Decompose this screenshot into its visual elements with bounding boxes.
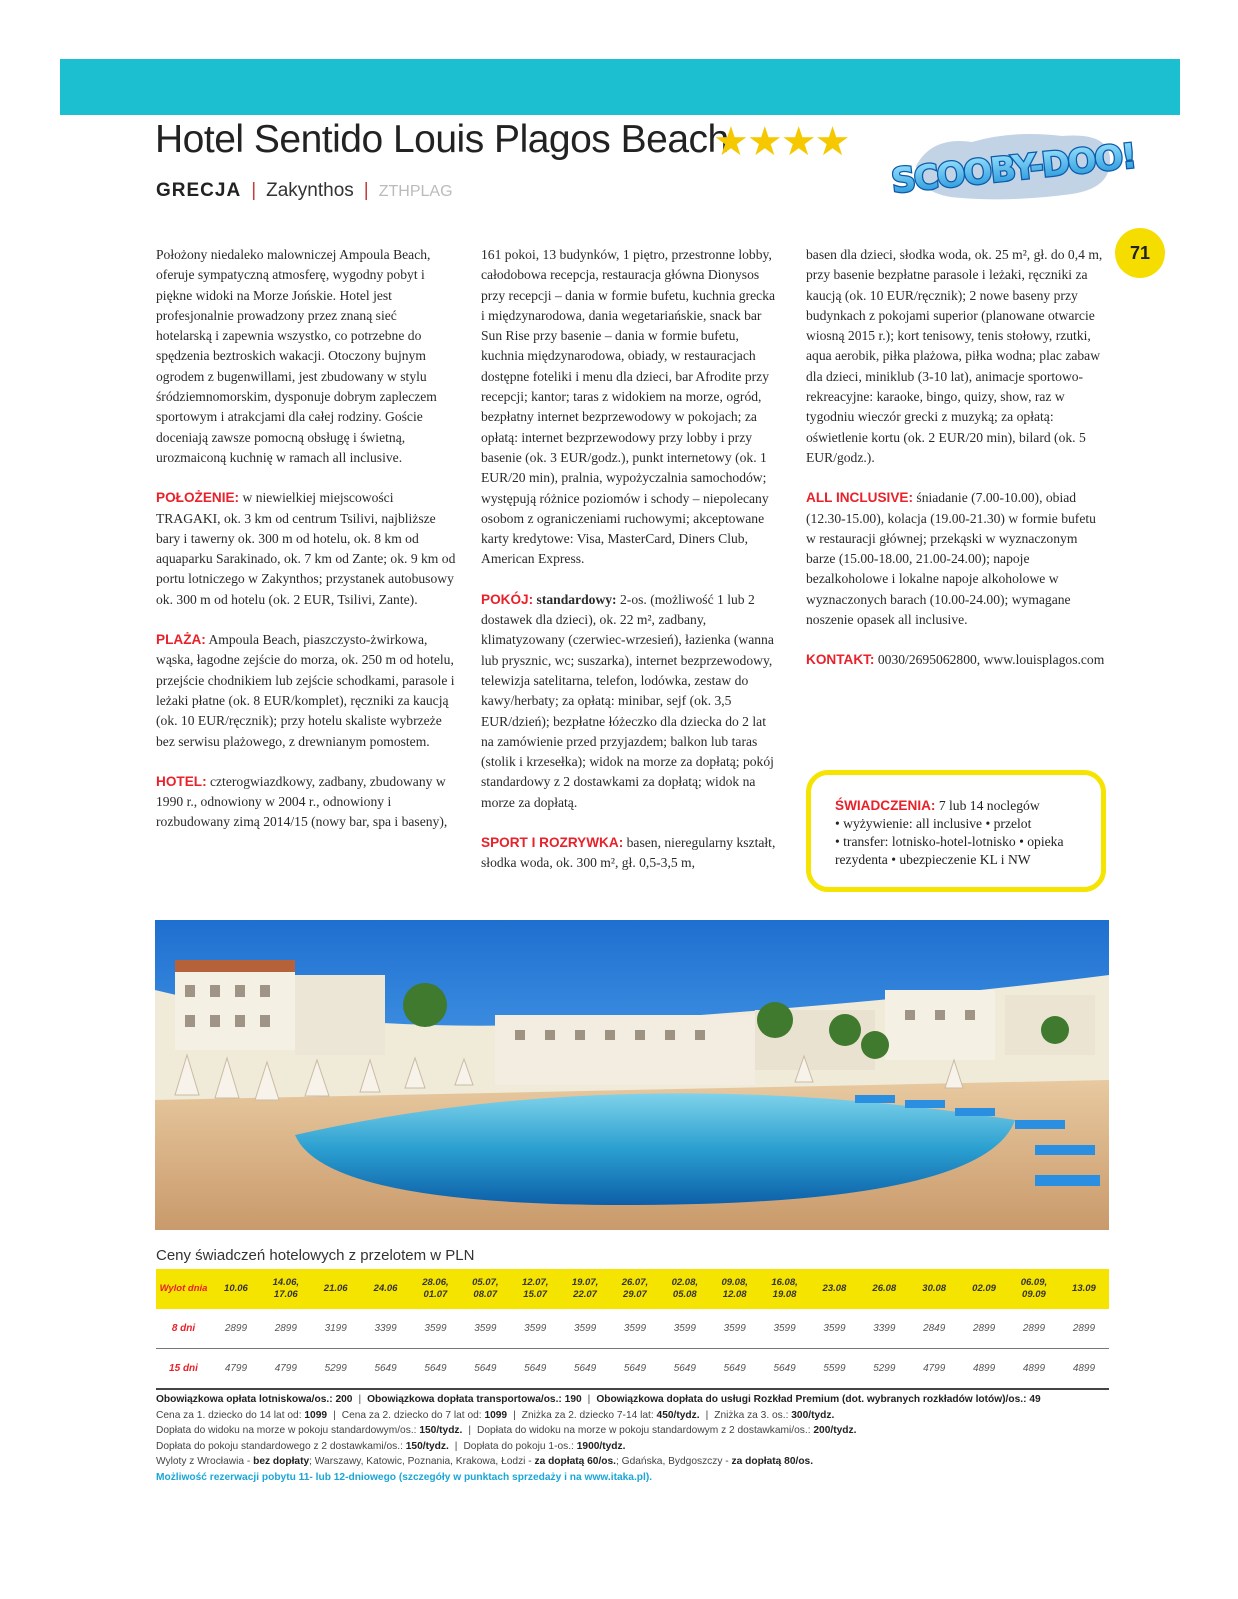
departure-date-cell: 28.06, 01.07 (411, 1269, 461, 1309)
price-cell: 4899 (1059, 1349, 1109, 1390)
all-inclusive-paragraph: ALL INCLUSIVE: śniadanie (7.00-10.00), obiad (12.30-15.00), kolacja (19.00-21.30) w formie bufetu w restauracji głównej; przekąski w wyznaczonym barze (15.00-18.00, 21.00-24.00); napoje bezalkoholowe i lokalne napoje alkoholowe w wyznaczonych barach (10.00-24.00); wymagane noszenie opasek all inclusive. (806, 490, 1096, 628)
notes-line-2: Cena za 1. dziecko do 14 lat od: 1099 | Cena za 2. dziecko do 7 lat od: 1099 | Zniżka za 2. dziecko 7-14 lat: 450/tydz. | Zniżka za 3. os.: 300/tydz. (156, 1409, 835, 1421)
notes-line-3: Dopłata do widoku na morze w pokoju standardowym/os.: 150/tydz. | Dopłata do widoku na morze w pokoju standardowym z 2 dostawkami/os.: 200/tydz. (156, 1425, 857, 1437)
departure-date-cell: 10.06 (211, 1269, 261, 1309)
price-cell: 4799 (211, 1349, 261, 1390)
departure-date-cell: 21.06 (311, 1269, 361, 1309)
sport-paragraph: SPORT I ROZRYWKA: basen, nieregularny kształt, słodka woda, ok. 300 m², gł. 0,5-3,5 m, (481, 835, 776, 871)
price-cell: 2899 (1059, 1309, 1109, 1349)
price-cell: 3599 (710, 1309, 760, 1349)
hotel-title: Hotel Sentido Louis Plagos Beach (155, 118, 729, 161)
price-cell: 3399 (859, 1309, 909, 1349)
price-cell: 3599 (610, 1309, 660, 1349)
price-cell: 5649 (610, 1349, 660, 1390)
departure-date-cell: 14.06, 17.06 (261, 1269, 311, 1309)
price-cell: 3399 (361, 1309, 411, 1349)
notes-line-4: Dopłata do pokoju standardowego z 2 dostawkami/os.: 150/tydz. | Dopłata do pokoju 1-os.: 1900/tydz. (156, 1440, 626, 1452)
departure-date-cell: 30.08 (909, 1269, 959, 1309)
text-column-1 (156, 245, 456, 853)
hotel-code: ZTHPLAG (378, 183, 453, 200)
price-cell: 4899 (1009, 1349, 1059, 1390)
price-row (156, 1309, 1109, 1349)
price-table-header (156, 1269, 1109, 1309)
price-cell: 2899 (1009, 1309, 1059, 1349)
departure-date-cell: 26.07, 29.07 (610, 1269, 660, 1309)
duration-label: 15 dni (156, 1349, 211, 1390)
price-cell: 3599 (560, 1309, 610, 1349)
departure-date-cell: 02.09 (959, 1269, 1009, 1309)
price-cell: 5299 (859, 1349, 909, 1390)
price-cell: 5649 (660, 1349, 710, 1390)
region: Zakynthos (266, 180, 354, 201)
departure-date-cell: 13.09 (1059, 1269, 1109, 1309)
price-notes (156, 1392, 1116, 1486)
price-cell: 2899 (211, 1309, 261, 1349)
country: GRECJA (156, 180, 242, 201)
services-box: ŚWIADCZENIA: 7 lub 14 noclegów • wyżywienie: all inclusive • przelot • transfer: lotnisko-hotel-lotnisko • opieka rezydenta • ubezpieczenie KL i NW (806, 770, 1106, 892)
price-cell: 5649 (560, 1349, 610, 1390)
price-cell: 4899 (959, 1349, 1009, 1390)
departure-date-cell: 02.08, 05.08 (660, 1269, 710, 1309)
departure-date-cell: 12.07, 15.07 (510, 1269, 560, 1309)
price-cell: 5649 (460, 1349, 510, 1390)
notes-line-6: Możliwość rezerwacji pobytu 11- lub 12-dniowego (szczegóły w punktach sprzedaży i na www.itaka.pl). (156, 1471, 653, 1483)
price-cell: 3599 (810, 1309, 860, 1349)
page-number-badge: 71 (1115, 228, 1165, 278)
departure-date-cell: 24.06 (361, 1269, 411, 1309)
room-paragraph: POKÓJ: standardowy: 2-os. (możliwość 1 lub 2 dostawek dla dzieci), ok. 22 m², zadbany, klimatyzowany (czerwiec-wrzesień), łazienka (wanna lub prysznic, wc; suszarka), internet bezprzewodowy, telewizja satelitarna, telefon, lodówka, zestaw do kawy/herbaty; za opłatą: minibar, sejf (ok. 3,5 EUR/dzień); bezpłatne łóżeczko dla dziecka do 2 lat na zamówienie przed przyjazdem; balkon lub taras (stolik i krzesełka); widok na morze za dopłatą; pokój standardowy z 2 dostawkami za dopłatą; widok na morze za dopłatą. (481, 591, 774, 810)
departure-date-header: Wylot dnia (156, 1269, 211, 1309)
price-cell: 3199 (311, 1309, 361, 1349)
top-color-bar (60, 59, 1180, 115)
hotel-paragraph: HOTEL: czterogwiazdkowy, zadbany, zbudowany w 1990 r., odnowiony w 2004 r., odnowiony i rozbudowany zimą 2014/15 (nowy bar, spa i baseny), (156, 773, 448, 830)
star-rating: ★★★★ (713, 119, 849, 164)
departure-date-cell: 23.08 (810, 1269, 860, 1309)
price-cell: 5299 (311, 1349, 361, 1390)
price-cell: 5649 (510, 1349, 560, 1390)
departure-date-cell: 16.08, 19.08 (760, 1269, 810, 1309)
price-cell: 2849 (909, 1309, 959, 1349)
price-cell: 3599 (660, 1309, 710, 1349)
price-cell: 2899 (261, 1309, 311, 1349)
price-cell: 5649 (361, 1349, 411, 1390)
price-cell: 3599 (760, 1309, 810, 1349)
price-cell: 5649 (710, 1349, 760, 1390)
location-line: GRECJA | Zakynthos | ZTHPLAG (156, 180, 453, 201)
hotel-paragraph-cont: 161 pokoi, 13 budynków, 1 piętro, przestronne lobby, całodobowa recepcja, restauracja główna Dionysos przy recepcji – dania w formie bufetu, kuchnia grecka i międzynarodowa, dania wegetariańskie, snack bar Sun Rise przy basenie – dania w formie bufetu, kuchnia międzynarodowa, obiady, w restauracjach dostępne foteliki i menu dla dzieci, bar Afrodite przy recepcji; kantor; taras z widokiem na morze, ogród, bezpłatny internet bezprzewodowy w pokojach; za opłatą: internet bezprzewodowy przy lobby i przy basenie (ok. 3 EUR/godz.), punkt internetowy (ok. 1 EUR/20 min), pralnia, wypożyczalnia samochodów; występują różnice poziomów i schody – niepolecany osobom z ograniczeniami ruchowymi; akceptowane karty kredytowe: Visa, MasterCard, Diners Club, American Express. (481, 247, 776, 567)
price-cell: 2899 (959, 1309, 1009, 1349)
hotel-pool-photo (155, 920, 1109, 1230)
price-cell: 5649 (411, 1349, 461, 1390)
price-cell: 4799 (909, 1349, 959, 1390)
text-column-2 (481, 245, 781, 894)
location-paragraph: POŁOŻENIE: w niewielkiej miejscowości TRAGAKI, ok. 3 km od centrum Tsilivi, najbliższe bary i tawerny ok. 300 m od hotelu, ok. 8 km od aquaparku Sarakinado, ok. 7 km od Zante; ok. 9 km od portu lotniczego w Zakynthos; przystanek autobusowy ok. 300 m od hotelu (ok. 2 EUR, Tsilivi, Zante). (156, 490, 456, 607)
departure-date-cell: 26.08 (859, 1269, 909, 1309)
price-cell: 3599 (510, 1309, 560, 1349)
price-row (156, 1349, 1109, 1390)
price-cell: 3599 (411, 1309, 461, 1349)
price-cell: 3599 (460, 1309, 510, 1349)
price-cell: 5649 (760, 1349, 810, 1390)
departure-date-cell: 06.09, 09.09 (1009, 1269, 1059, 1309)
duration-label: 8 dni (156, 1309, 211, 1349)
price-table-title: Ceny świadczeń hotelowych z przelotem w PLN (156, 1247, 475, 1264)
departure-date-cell: 05.07, 08.07 (460, 1269, 510, 1309)
scooby-doo-logo (889, 128, 1137, 202)
svg-text:SCOOBY-DOO!: SCOOBY-DOO! (889, 136, 1137, 202)
price-cell: 5599 (810, 1349, 860, 1390)
departure-date-cell: 19.07, 22.07 (560, 1269, 610, 1309)
sport-paragraph-cont: basen dla dzieci, słodka woda, ok. 25 m², gł. do 0,4 m, przy basenie bezpłatne parasole i leżaki, ręczniki za kaucją (ok. 10 EUR/ręcznik); 2 nowe baseny przy budynkach z pokojami superior (planowane otwarcie wiosną 2015 r.); kort tenisowy, tenis stołowy, rzutki, aqua aerobik, piłka plażowa, piłka wodna; plac zabaw dla dzieci, miniklub (3-10 lat), animacje sportowo-rekreacyjne: karaoke, bingo, quizy, show, raz w tygodniu wieczór grecki z muzyką; za opłatą: oświetlenie kortu (ok. 2 EUR/20 min), bilard (ok. 5 EUR/godz.). (806, 247, 1103, 465)
price-table (156, 1269, 1109, 1390)
notes-line-1: Obowiązkowa opłata lotniskowa/os.: 200 | Obowiązkowa dopłata transportowa/os.: 190 | Obowiązkowa dopłata do usługi Rozkład Premium (dot. wybranych rozkładów lotów)/os.: 49 (156, 1394, 1041, 1405)
departure-date-cell: 09.08, 12.08 (710, 1269, 760, 1309)
notes-line-5: Wyloty z Wrocławia - bez dopłaty; Warszawy, Katowic, Poznania, Krakowa, Łodzi - za dopłatą 60/os.; Gdańska, Bydgoszczy - za dopłatą 80/os. (156, 1456, 814, 1468)
text-column-3 (806, 245, 1108, 691)
contact-paragraph: KONTAKT: 0030/2695062800, www.louisplagos.com (806, 652, 1105, 668)
beach-paragraph: PLAŻA: Ampoula Beach, piaszczysto-żwirkowa, wąska, łagodne zejście do morza, ok. 250 m od hotelu, przejście chodnikiem lub zejście schodkami, parasole i leżaki płatne (ok. 8 EUR/komplet), ręczniki za kaucją (ok. 10 EUR/ręcznik); przy hotelu skaliste wybrzeże bez serwisu plażowego, z drewnianym pomostem. (156, 632, 455, 749)
price-cell: 4799 (261, 1349, 311, 1390)
intro-paragraph: Położony niedaleko malowniczej Ampoula Beach, oferuje sympatyczną atmosferę, wygodny pobyt i piękne widoki na Morze Jońskie. Hotel jest profesjonalnie prowadzony przez znaną sieć hotelarską i zapewnia wszystko, co potrzebne do spędzenia beztroskich wakacji. Otoczony bujnym ogrodem z bugenwillami, jest zbudowany w stylu śródziemnomorskim, dysponuje dobrym zapleczem sportowym i atrakcjami dla całej rodziny. Goście doceniają zawsze pomocną obsługę i świetną, urozmaiconą kuchnię w ramach all inclusive. (156, 247, 437, 465)
